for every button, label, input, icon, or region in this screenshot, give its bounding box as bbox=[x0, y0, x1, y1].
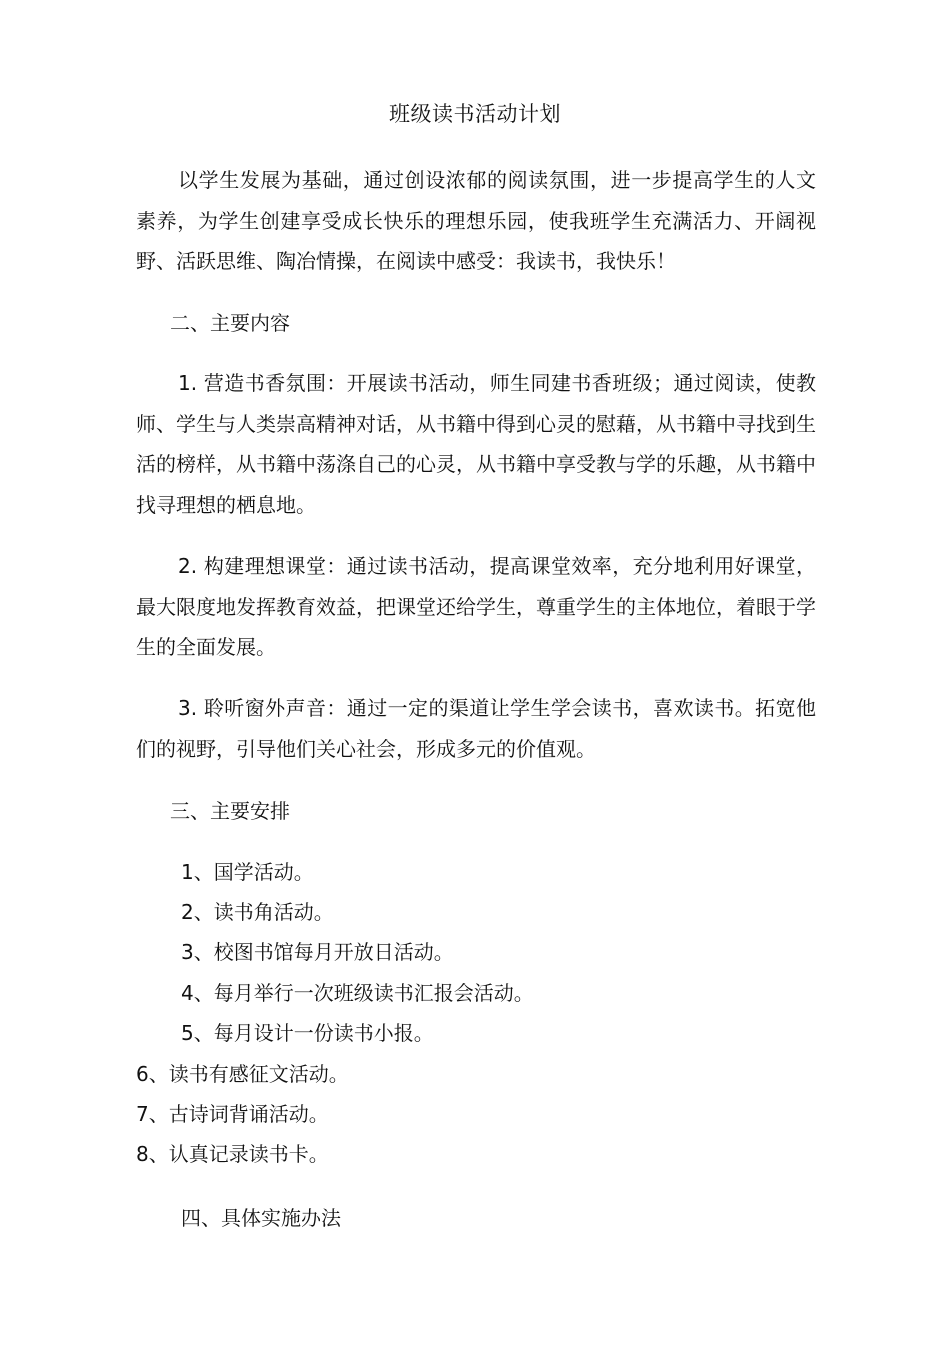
list-item: 1、国学活动。 bbox=[181, 860, 314, 884]
list-item: 2、读书角活动。 bbox=[181, 900, 334, 924]
content-paragraph-3: 3. 聆听窗外声音：通过一定的渠道让学生学会读书，喜欢读书。拓宽他们的视野，引导他们关心社会，形成多元的价值观。 bbox=[136, 696, 816, 761]
section-heading-main-arrangement: 三、主要安排 bbox=[170, 799, 290, 823]
list-item: 7、古诗词背诵活动。 bbox=[136, 1102, 329, 1126]
list-item: 6、读书有感征文活动。 bbox=[136, 1062, 349, 1086]
list-item: 8、认真记录读书卡。 bbox=[136, 1142, 329, 1166]
content-paragraph-2: 2. 构建理想课堂：通过读书活动，提高课堂效率，充分地利用好课堂，最大限度地发挥教育效益，把课堂还给学生，尊重学生的主体地位，着眼于学生的全面发展。 bbox=[136, 554, 816, 659]
list-item: 4、每月举行一次班级读书汇报会活动。 bbox=[181, 981, 534, 1005]
section-heading-implementation: 四、具体实施办法 bbox=[181, 1206, 341, 1230]
page-title: 班级读书活动计划 bbox=[389, 102, 561, 126]
intro-paragraph: 以学生发展为基础，通过创设浓郁的阅读氛围，进一步提高学生的人文素养，为学生创建享受成长快乐的理想乐园，使我班学生充满活力、开阔视野、活跃思维、陶冶情操，在阅读中感受：我读书，我快乐！ bbox=[136, 168, 816, 273]
section-heading-main-content: 二、主要内容 bbox=[170, 311, 290, 335]
list-item: 5、每月设计一份读书小报。 bbox=[181, 1021, 434, 1045]
content-paragraph-1: 1. 营造书香氛围：开展读书活动，师生同建书香班级；通过阅读，使教师、学生与人类崇高精神对话，从书籍中得到心灵的慰藉，从书籍中寻找到生活的榜样，从书籍中荡涤自己的心灵，从书籍中享受教与学的乐趣，从书籍中找寻理想的栖息地。 bbox=[136, 371, 816, 517]
list-item: 3、校图书馆每月开放日活动。 bbox=[181, 940, 454, 964]
